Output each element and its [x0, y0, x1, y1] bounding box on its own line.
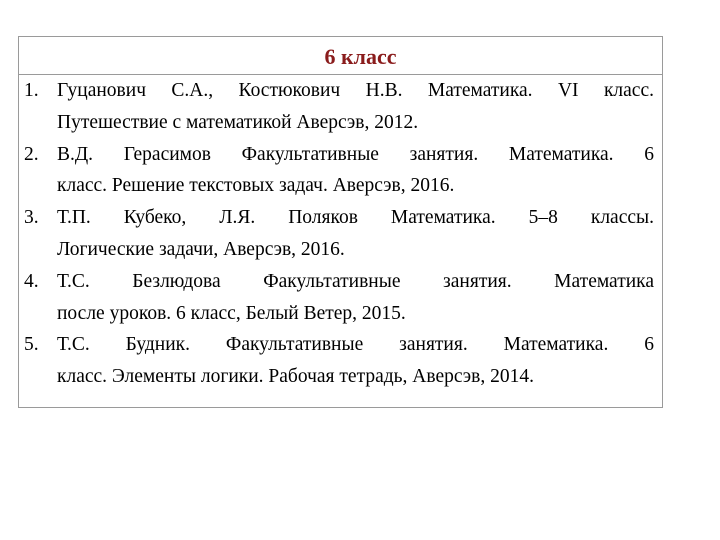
item-text-line: класс. Решение текстовых задач. Аверсэв, 2016. [57, 175, 455, 197]
header-row [19, 37, 662, 75]
item-text-line: Т.С. Будник. Факультативные занятия. Математика. 6 [57, 334, 654, 356]
page-title: 6 класс [324, 44, 397, 69]
booklist-table [18, 36, 663, 408]
list-item [19, 329, 662, 393]
item-text-line: класс. Элементы логики. Рабочая тетрадь, Аверсэв, 2014. [57, 366, 534, 388]
item-text-line: Т.С. Безлюдова Факультативные занятия. Математика [57, 270, 654, 292]
list-item [19, 139, 662, 203]
item-text-line: после уроков. 6 класс, Белый Ветер, 2015. [57, 302, 406, 324]
item-number: 1. [24, 80, 39, 101]
item-text-line: Т.П. Кубеко, Л.Я. Поляков Математика. 5–8 классы. [57, 207, 654, 229]
item-text-line: Путешествие с математикой Аверсэв, 2012. [57, 111, 419, 133]
book-list [19, 75, 662, 393]
item-number: 2. [24, 143, 39, 165]
item-number: 5. [24, 334, 39, 356]
item-text-line: Логические задачи, Аверсэв, 2016. [57, 238, 345, 260]
list-item [19, 202, 662, 266]
item-number: 4. [24, 270, 39, 292]
list-item [19, 266, 662, 330]
list-item [19, 75, 662, 139]
item-number: 3. [24, 207, 39, 229]
item-text-line: В.Д. Герасимов Факультативные занятия. Математика. 6 [57, 143, 654, 165]
item-text-line: Гуцанович С.А., Костюкович Н.В. Математика. VI класс. [57, 80, 654, 101]
